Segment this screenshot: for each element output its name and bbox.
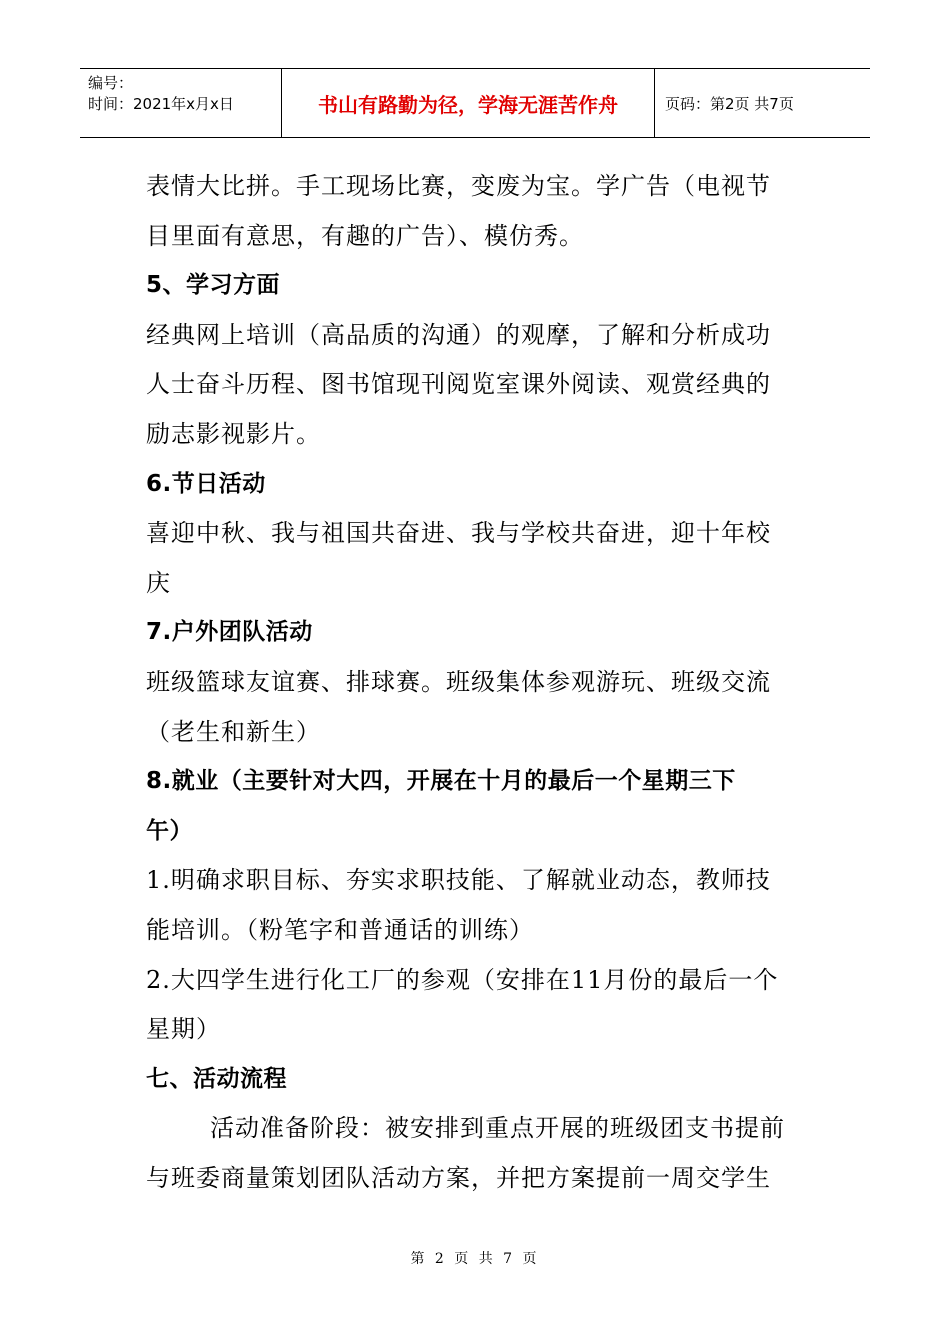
body-line: （老生和新生） (146, 717, 321, 746)
body-line: 喜迎中秋、我与祖国共奋进、我与学校共奋进，迎十年校 (146, 519, 771, 548)
section-heading: 8.就业（主要针对大四，开展在十月的最后一个星期三下 (146, 768, 736, 795)
time-label: 时间：2021年x月x日 (88, 95, 234, 113)
section-heading: 5、学习方面 (146, 272, 281, 299)
page-code-cell (655, 69, 870, 137)
body-line: 庆 (146, 568, 171, 597)
body-line: 经典网上培训（高品质的沟通）的观摩，了解和分析成功 (146, 320, 771, 349)
section-heading: 午） (146, 817, 193, 844)
number-label: 编号： (88, 74, 134, 92)
motto-cell (282, 69, 655, 137)
body-line: 励志影视影片。 (146, 419, 321, 448)
section-heading: 七、活动流程 (146, 1065, 287, 1092)
page-footer (0, 1248, 950, 1268)
body-line: 目里面有意思，有趣的广告）、模仿秀。 (146, 221, 584, 250)
header-table (80, 68, 870, 138)
page-code-text: 页码：第2页 共7页 (665, 94, 794, 113)
body-line: 与班委商量策划团队活动方案，并把方案提前一周交学生 (146, 1163, 771, 1192)
body-line: 班级篮球友谊赛、排球赛。班级集体参观游玩、班级交流 (146, 667, 771, 696)
body-line: 星期） (146, 1015, 221, 1044)
header-meta-cell (80, 69, 282, 137)
body-line: 能培训。（粉笔字和普通话的训练） (146, 915, 534, 944)
body-line: 2.大四学生进行化工厂的参观（安排在11月份的最后一个 (146, 965, 779, 994)
body-line: 1.明确求职目标、夯实求职技能、了解就业动态，教师技 (146, 866, 771, 895)
motto-text: 书山有路勤为径，学海无涯苦作舟 (318, 92, 618, 117)
section-heading: 6.节日活动 (146, 470, 266, 497)
body-line: 活动准备阶段：被安排到重点开展的班级团支书提前 (210, 1114, 785, 1143)
footer-page-number: 第 2 页 共 7 页 (410, 1251, 540, 1267)
body-line: 表情大比拼。手工现场比赛，变废为宝。学广告（电视节 (146, 172, 771, 200)
body-line: 人士奋斗历程、图书馆现刊阅览室课外阅读、观赏经典的 (146, 370, 771, 399)
section-heading: 7.户外团队活动 (146, 619, 313, 646)
document-body (146, 162, 806, 1203)
